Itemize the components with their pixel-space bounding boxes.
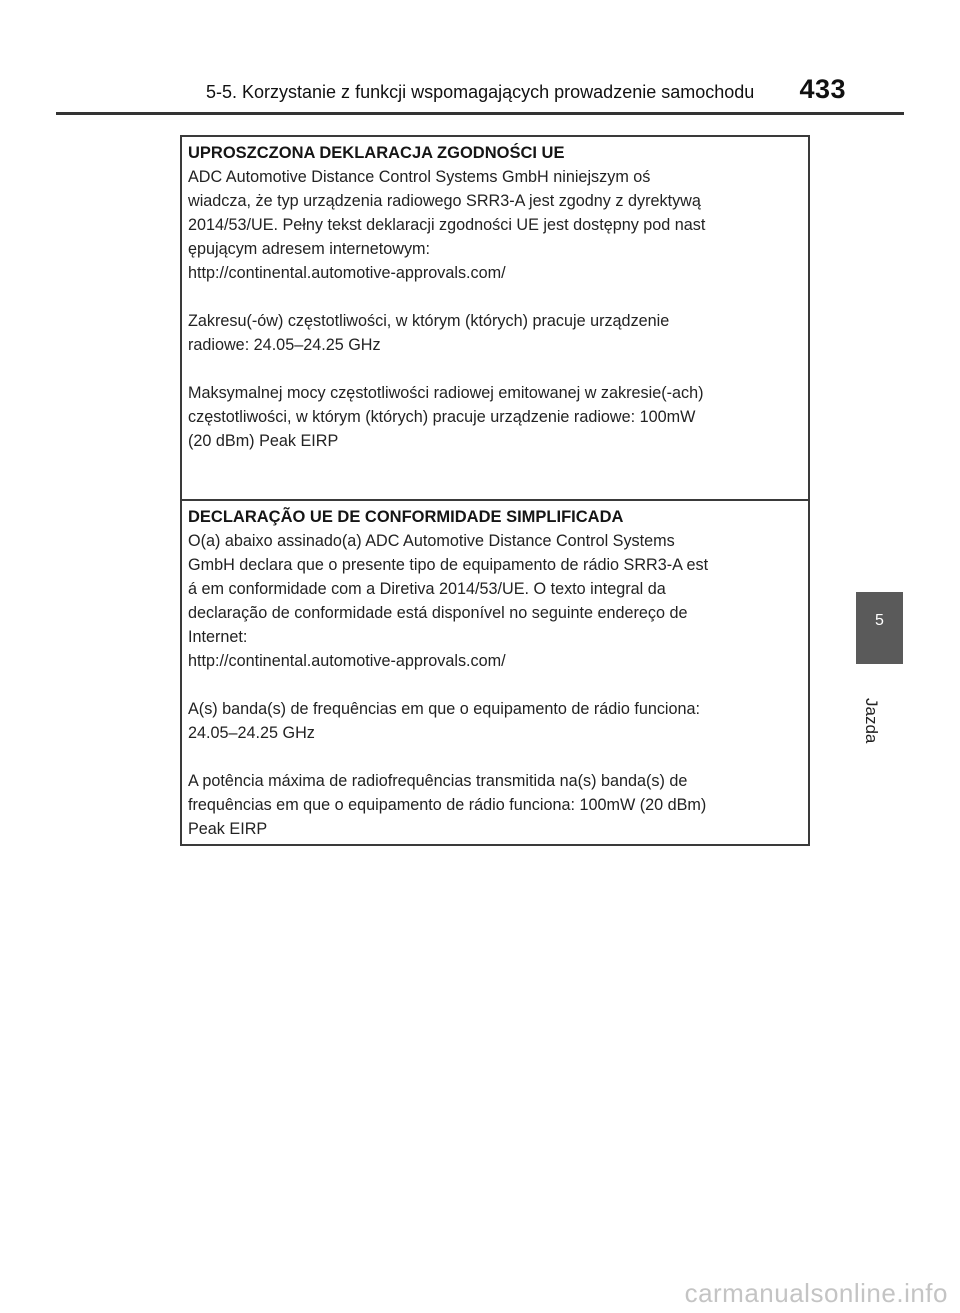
polish-power-line: (20 dBm) Peak EIRP bbox=[188, 432, 339, 450]
polish-declaration-url: http://continental.automotive-approvals.com/ bbox=[188, 264, 506, 282]
polish-frequency-line: radiowe: 24.05–24.25 GHz bbox=[188, 336, 381, 354]
portuguese-declaration bbox=[182, 499, 808, 844]
polish-power-line: częstotliwości, w którym (których) pracuje urządzenie radiowe: 100mW bbox=[188, 408, 696, 426]
portuguese-declaration-line: á em conformidade com a Diretiva 2014/53/UE. O texto integral da bbox=[188, 580, 666, 598]
page-number: 433 bbox=[799, 74, 846, 104]
chapter-number: 5 bbox=[875, 612, 884, 629]
portuguese-declaration-line: O(a) abaixo assinado(a) ADC Automotive Distance Control Systems bbox=[188, 532, 675, 550]
portuguese-power-line: frequências em que o equipamento de rádio funciona: 100mW (20 dBm) bbox=[188, 796, 707, 814]
polish-declaration-line: ępującym adresem internetowym: bbox=[188, 240, 431, 258]
portuguese-frequency-line: 24.05–24.25 GHz bbox=[188, 724, 315, 742]
section-title: 5-5. Korzystanie z funkcji wspomagających prowadzenie samochodu bbox=[206, 82, 755, 102]
polish-declaration-line: ADC Automotive Distance Control Systems GmbH niniejszym oś bbox=[188, 168, 651, 186]
polish-declaration-line: wiadcza, że typ urządzenia radiowego SRR3-A jest zgodny z dyrektywą bbox=[188, 192, 701, 210]
portuguese-declaration-line: GmbH declara que o presente tipo de equipamento de rádio SRR3-A est bbox=[188, 556, 709, 574]
portuguese-frequency-line: A(s) banda(s) de frequências em que o equipamento de rádio funciona: bbox=[188, 700, 701, 718]
polish-declaration-title: UPROSZCZONA DEKLARACJA ZGODNOŚCI UE bbox=[188, 144, 565, 162]
polish-declaration bbox=[182, 137, 808, 499]
polish-power-line: Maksymalnej mocy częstotliwości radiowej emitowanej w zakresie(-ach) bbox=[188, 384, 704, 402]
chapter-label: Jazda bbox=[862, 698, 881, 744]
portuguese-power-line: Peak EIRP bbox=[188, 820, 268, 838]
polish-frequency-line: Zakresu(-ów) częstotliwości, w którym (których) pracuje urządzenie bbox=[188, 312, 670, 330]
polish-declaration-line: 2014/53/UE. Pełny tekst deklaracji zgodności UE jest dostępny pod nast bbox=[188, 216, 706, 234]
watermark: carmanualsonline.info bbox=[684, 1278, 948, 1308]
portuguese-declaration-url: http://continental.automotive-approvals.com/ bbox=[188, 652, 506, 670]
chapter-tab bbox=[856, 592, 903, 664]
portuguese-declaration-title: DECLARAÇÃO UE DE CONFORMIDADE SIMPLIFICADA bbox=[188, 508, 624, 526]
page-header bbox=[56, 74, 904, 116]
portuguese-declaration-line: declaração de conformidade está disponível no seguinte endereço de bbox=[188, 604, 688, 622]
portuguese-power-line: A potência máxima de radiofrequências transmitida na(s) banda(s) de bbox=[188, 772, 688, 790]
header-divider bbox=[56, 112, 904, 115]
portuguese-declaration-line: Internet: bbox=[188, 628, 248, 646]
eu-declaration-box bbox=[180, 135, 810, 846]
